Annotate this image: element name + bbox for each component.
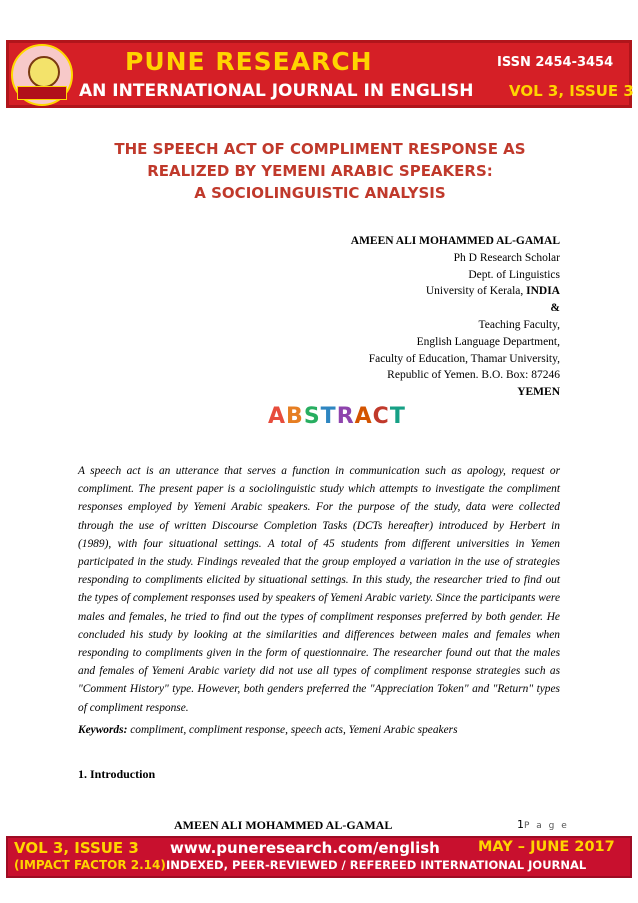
page-number-value: 1 — [517, 818, 524, 831]
footer-volume: VOL 3, ISSUE 3 — [14, 839, 139, 857]
paper-title-line-2: REALIZED BY YEMENI ARABIC SPEAKERS: — [147, 162, 493, 180]
country-india: INDIA — [526, 285, 560, 298]
introduction-heading: 1. Introduction — [78, 767, 156, 781]
emblem-icon — [28, 56, 60, 88]
paper-title-line-1: THE SPEECH ACT OF COMPLIMENT RESPONSE AS — [114, 140, 526, 158]
journal-url-link[interactable]: www.puneresearch.com/english — [170, 839, 440, 857]
author-ampersand: & — [550, 302, 560, 315]
issn-label: ISSN 2454-3454 — [497, 55, 614, 70]
volume-issue-label: VOL 3, ISSUE 3 — [509, 82, 634, 100]
abstract-letter: A — [268, 404, 287, 429]
abstract-letter: R — [336, 404, 355, 429]
issue-date: MAY – JUNE 2017 — [478, 839, 615, 855]
university-name: University of Kerala, — [425, 285, 527, 298]
indexing-note: INDEXED, PEER-REVIEWED / REFEREED INTERNATIONAL JOURNAL — [166, 858, 587, 872]
impact-factor: (IMPACT FACTOR 2.14) — [14, 858, 166, 872]
author-line-university — [351, 283, 560, 300]
abstract-letter: T — [389, 404, 406, 429]
logo-ribbon — [17, 86, 67, 100]
abstract-text: A speech act is an utterance that serves a function in communication such as apology, request or compliment. The present paper is a sociolinguistic study which attempts to investigate the compliment responses employed by Yemeni Arabic speakers. For the purpose of the study, data were collected through the use of written Discourse Completion Tasks (DCTs hereafter) introduced by Herbert in (1989), with four situational settings. A total of 45 students from different universities in Yemen participated in the study. Findings revealed that the group employed a variation in the use of strategies responding to compliments elicited by situational settings. In this study, the researcher tried to find out the types of complement responses used by speakers of Yemeni Arabic variety. Since the participants were males and females, he tried to find out the types of compliment responses preferred by both gender. He concluded his study by looking at the similarities and differences between males and females when responding to compliments given in the form of questionnaire. The researcher found out that the males and females of Yemeni Arabic variety did not use all types of compliment response strategies such as "Comment History" type. However, both genders preferred the "Appreciation Token" and "Return" types of compliment response. — [78, 465, 560, 714]
page-number — [517, 818, 569, 831]
author-line: Teaching Faculty, — [478, 318, 560, 331]
author-affiliation-block — [351, 233, 560, 401]
journal-header-banner — [6, 40, 632, 108]
paper-title-line-3: A SOCIOLINGUISTIC ANALYSIS — [194, 184, 446, 202]
footer-banner — [6, 836, 632, 878]
footer-author: AMEEN ALI MOHAMMED AL-GAMAL — [174, 818, 393, 832]
country-yemen: YEMEN — [517, 386, 560, 399]
abstract-letter: B — [286, 404, 304, 429]
author-line: Dept. of Linguistics — [468, 268, 560, 281]
keywords-line — [78, 724, 560, 736]
author-line: Ph D Research Scholar — [453, 251, 560, 264]
keywords-label: Keywords: — [78, 724, 128, 736]
abstract-letter: T — [320, 404, 337, 429]
page-label: P a g e — [524, 821, 569, 831]
journal-logo — [11, 44, 73, 106]
abstract-letter: C — [372, 404, 390, 429]
author-name: AMEEN ALI MOHAMMED AL-GAMAL — [350, 235, 560, 247]
keywords-list: compliment, compliment response, speech acts, Yemeni Arabic speakers — [127, 724, 458, 736]
author-line: Faculty of Education, Thamar University, — [368, 352, 560, 365]
journal-subtitle: AN INTERNATIONAL JOURNAL IN ENGLISH — [79, 81, 474, 101]
abstract-letter: A — [354, 404, 373, 429]
abstract-heading — [268, 404, 406, 429]
author-line: English Language Department, — [416, 335, 560, 348]
journal-name: PUNE RESEARCH — [125, 47, 373, 76]
abstract-letter: S — [303, 404, 321, 429]
author-line: Republic of Yemen. B.O. Box: 87246 — [387, 369, 560, 382]
